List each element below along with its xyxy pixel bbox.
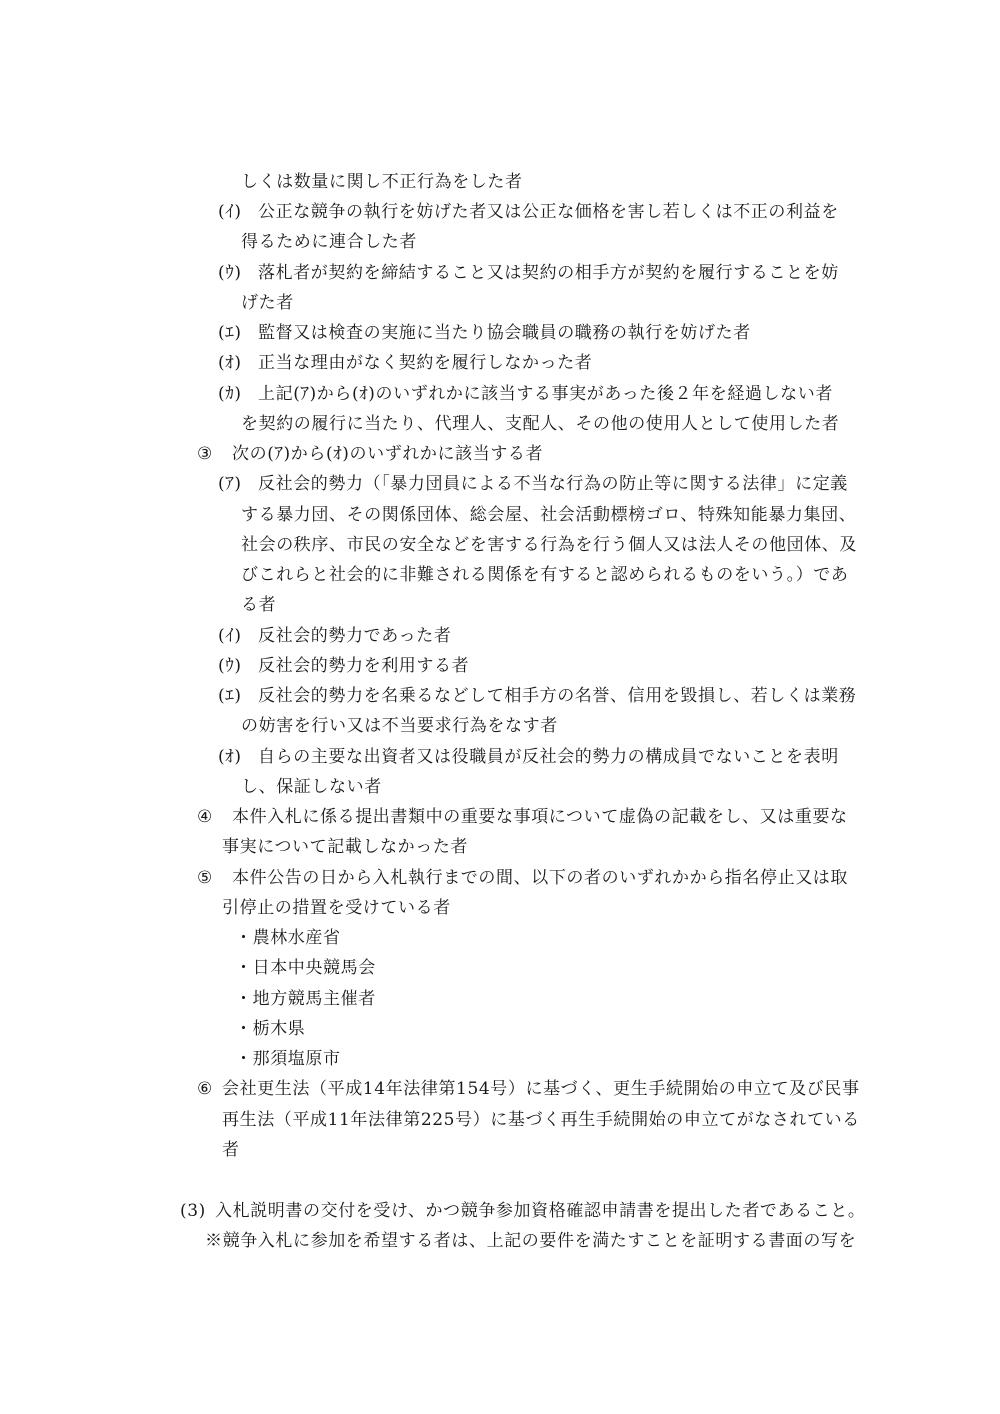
doc-line-19: の妨害を行い又は不当要求行為をなす者: [241, 716, 558, 736]
doc-line-18: (ｴ) 反社会的勢力を名乗るなどして相手方の名誉、信用を毀損し、若しくは業務: [218, 686, 857, 706]
doc-line-25: 引停止の措置を受けている者: [222, 898, 451, 918]
bullet-item: ・那須塩原市: [235, 1049, 341, 1069]
item-marker: (ｶ): [218, 384, 242, 404]
item-marker: (ｴ): [218, 686, 242, 706]
item-marker: (ｱ): [218, 474, 242, 494]
doc-line-8: (ｶ) 上記(ｱ)から(ｵ)のいずれかに該当する事実があった後２年を経過しない者: [218, 384, 833, 404]
doc-line-23: 事実について記載しなかった者: [222, 837, 469, 857]
item-marker: (ｵ): [218, 747, 242, 767]
bullet-item: ・農林水産省: [235, 928, 341, 948]
doc-line-7: (ｵ) 正当な理由がなく契約を履行しなかった者: [218, 353, 593, 373]
doc-line-6: (ｴ) 監督又は検査の実施に当たり協会職員の職務の執行を妨げた者: [218, 323, 751, 343]
doc-line-3: 得るために連合した者: [241, 232, 417, 252]
item-marker: (ｲ): [218, 626, 242, 646]
item-marker: (ｴ): [218, 323, 242, 343]
doc-line-11: (ｱ) 反社会的勢力（「暴力団員による不当な行為の防止等に関する法律」に定義: [218, 474, 848, 494]
item-marker: (ｲ): [218, 202, 242, 222]
bullet-item: ・地方競馬主催者: [235, 989, 376, 1009]
doc-line-20: (ｵ) 自らの主要な出資者又は役職員が反社会的勢力の構成員でないことを表明: [218, 747, 839, 767]
doc-line-9: を契約の履行に当たり、代理人、支配人、その他の使用人として使用した者: [241, 414, 840, 434]
doc-line-32: 再生法（平成11年法律第225号）に基づく再生手続開始の申立てがなされている: [222, 1110, 860, 1130]
doc-line-31: ⑥ 会社更生法（平成14年法律第154号）に基づく、更生手続開始の申立て及び民事: [197, 1079, 860, 1099]
doc-line-33: 者: [222, 1140, 240, 1160]
doc-line-15: る者: [241, 595, 277, 615]
doc-line-14: びこれらと社会的に非難される関係を有すると認められるものをいう。）であ: [241, 565, 849, 585]
doc-line-22: ④ 本件入札に係る提出書類中の重要な事項について虚偽の記載をし、又は重要な: [197, 807, 848, 827]
item-marker: (ｳ): [218, 656, 242, 676]
section-3-note: ※競争入札に参加を希望する者は、上記の要件を満たすことを証明する書面の写を: [205, 1231, 857, 1251]
doc-line-4: (ｳ) 落札者が契約を締結すること又は契約の相手方が契約を履行することを妨: [218, 263, 839, 283]
doc-line-13: 社会の秩序、市民の安全などを害する行為を行う個人又は法人その他団体、及: [241, 535, 857, 555]
section-3-line: (3) 入札説明書の交付を受け、かつ競争参加資格確認申請書を提出した者であること。: [180, 1201, 866, 1221]
bullet-item: ・栃木県: [235, 1019, 306, 1039]
doc-line-2: (ｲ) 公正な競争の執行を妨げた者又は公正な価格を害し若しくは不正の利益を: [218, 202, 839, 222]
doc-line-24: ⑤ 本件公告の日から入札執行までの間、以下の者のいずれかから指名停止又は取: [197, 868, 848, 888]
item-marker: ⑥: [197, 1079, 213, 1099]
doc-line-5: げた者: [241, 293, 294, 313]
doc-line-10: ③ 次の(ｱ)から(ｵ)のいずれかに該当する者: [197, 444, 544, 464]
doc-line-16: (ｲ) 反社会的勢力であった者: [218, 626, 452, 646]
item-marker: ④: [197, 807, 213, 827]
item-marker: ⑤: [197, 868, 213, 888]
doc-line-21: し、保証しない者: [241, 777, 382, 797]
item-marker: (ｳ): [218, 263, 242, 283]
item-marker: ③: [197, 444, 213, 464]
doc-line-17: (ｳ) 反社会的勢力を利用する者: [218, 656, 470, 676]
item-marker: (ｵ): [218, 353, 242, 373]
doc-line-12: する暴力団、その関係団体、総会屋、社会活動標榜ゴロ、特殊知能暴力集団、: [241, 505, 857, 525]
doc-line-1: しくは数量に関し不正行為をした者: [241, 172, 523, 192]
bullet-item: ・日本中央競馬会: [235, 958, 376, 978]
section-number: (3): [180, 1201, 206, 1221]
